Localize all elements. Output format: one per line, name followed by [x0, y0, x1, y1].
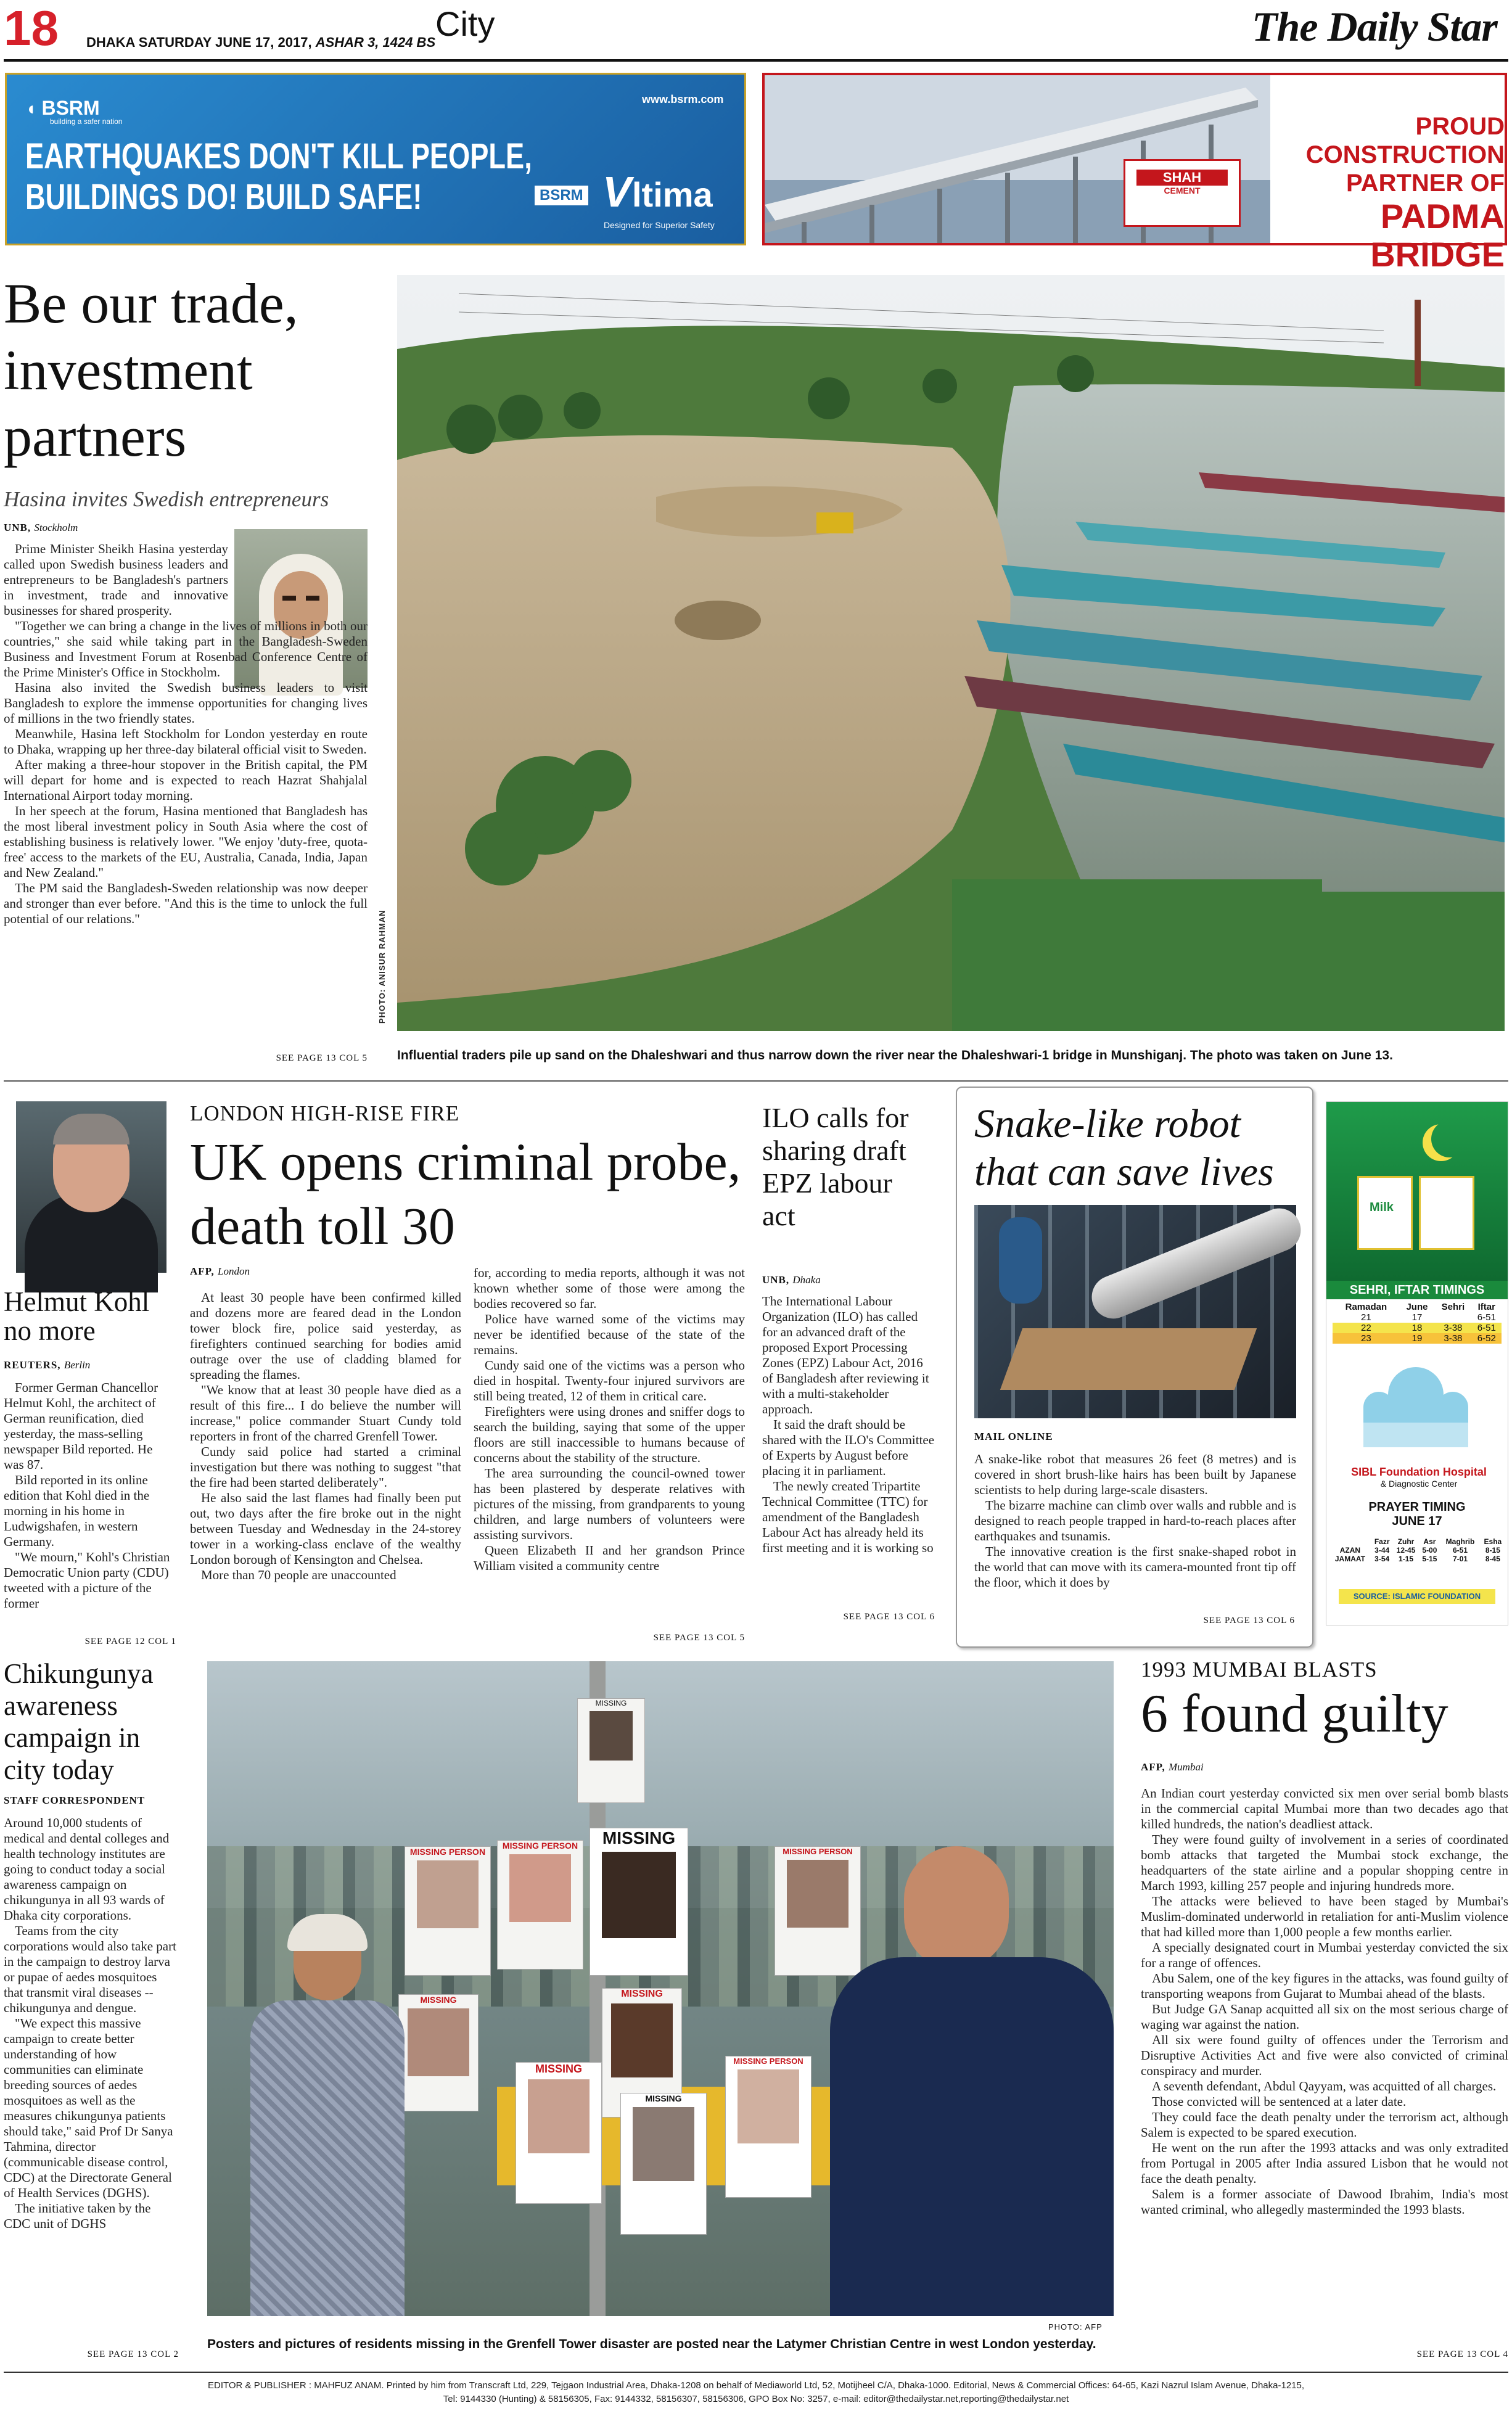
paragraph: Around 10,000 students of medical and dental colleges and health technology institutes are going to conduct today a social awareness campaign on chikungunya in all 93 wards of Dhaka city corporations. — [4, 1815, 170, 1923]
hospital-name: SIBL Foundation Hospital & Diagnostic Center — [1351, 1466, 1487, 1489]
poster: MISSING — [398, 1994, 479, 2111]
photo-kohl — [16, 1101, 166, 1273]
prayer-title: PRAYER TIMING JUNE 17 — [1368, 1500, 1466, 1528]
paragraph: Queen Elizabeth II and her grandson Prince William visited a community centre — [474, 1543, 745, 1573]
paragraph: They could face the death penalty under the terrorism act, although Salem is expected to be spared execution. — [1141, 2110, 1508, 2140]
paragraph: Firefighters were using drones and sniffer dogs to search the building, saying that some of the upper floors are still inaccessible to humans because of concerns about the stability of the structure. — [474, 1404, 745, 1465]
poster: MISSING — [620, 2093, 707, 2235]
story-mumbai — [1141, 1658, 1508, 2367]
byline: UNB, Dhaka — [762, 1274, 821, 1286]
paragraph: He also said the last flames had finally been put out, two days after the fire broke out in the night between Tuesday and Wednesday in the 24-storey tower in a working-class enclave of the wealthy London borough of Kensington and Chelsea. — [190, 1490, 461, 1567]
footer — [4, 2379, 1508, 2406]
person-left — [244, 1920, 411, 2316]
bsrm-ad[interactable] — [5, 73, 746, 245]
bsrm-product: BSRM V ltima Designed for Superior Safety — [525, 167, 728, 235]
timings-title: SEHRI, IFTAR TIMINGS — [1326, 1281, 1508, 1299]
byline: MAIL ONLINE — [974, 1431, 1053, 1442]
see-page-link[interactable]: SEE PAGE 13 COL 6 — [1203, 1616, 1295, 1625]
paragraph: An Indian court yesterday convicted six men over serial bomb blasts in the commercial capital Mumbai more than two decades ago that killed hundreds, the nation's deadliest attack. — [1141, 1786, 1508, 1831]
paragraph: A seventh defendant, Abdul Qayyam, was acquitted of all charges. — [1152, 2079, 1497, 2093]
paragraph: Salem is a former associate of Dawood Ibrahim, India's most wanted criminal, who allegedly masterminded the 1993 blasts. — [1141, 2187, 1508, 2217]
paper-logo: The Daily Star — [1252, 3, 1497, 50]
headline: UK opens criminal probe, death toll 30 — [190, 1132, 741, 1255]
paragraph: Police have warned some of the victims may never be identified because of the state of the remains. — [474, 1312, 745, 1357]
ad-source: SOURCE: ISLAMIC FOUNDATION — [1339, 1589, 1495, 1604]
ad-top-banner — [1326, 1102, 1508, 1281]
paragraph: Cundy said police had started a criminal investigation but there was nothing to suggest "that the fire had been started deliberately". — [190, 1444, 461, 1490]
shah-cement-ad[interactable] — [762, 73, 1507, 274]
paragraph: The attacks were believed to have been staged by Mumbai's Muslim-dominated underworld in retaliation for anti-Muslim violence that had killed more than 1,000 people a few months earlier. — [1141, 1894, 1508, 1939]
see-page-link[interactable]: SEE PAGE 13 COL 6 — [843, 1612, 935, 1622]
footer-line-2: Tel: 9144330 (Hunting) & 58156305, Fax: 9144332, 58156307, 58156306, GPO Box No: 3257, e-mail: editor@thedailystar.net,reporting@thedailystar.net — [443, 2394, 1069, 2404]
byline: REUTERS, Berlin — [4, 1359, 91, 1371]
paragraph: Hasina also invited the Swedish business leaders to visit Bangladesh to explore the immense opportunities for changing lives of millions in the two friendly states. — [4, 680, 368, 726]
story-body — [4, 1380, 174, 1611]
poster: MISSING PERSON — [497, 1840, 583, 1970]
photo-credit: PHOTO: ANISUR RAHMAN — [377, 910, 387, 1024]
see-page-link[interactable]: SEE PAGE 13 COL 5 — [276, 1053, 368, 1063]
paragraph: Those convicted will be sentenced at a later date. — [1152, 2094, 1407, 2109]
page-number: 18 — [4, 1, 59, 55]
masthead-rule — [4, 59, 1508, 62]
headline: Be our trade, investment partners — [4, 272, 298, 468]
poster: MISSING PERSON — [405, 1846, 491, 1976]
story-hasina — [4, 270, 368, 1066]
story-body — [1141, 1786, 1508, 2217]
masthead — [0, 0, 1512, 62]
section-name: City — [435, 4, 495, 43]
river-photo-illustration — [397, 275, 1505, 1031]
story-ilo — [762, 1101, 935, 1632]
paragraph: The PM said the Bangladesh-Sweden relationship was now deeper and stronger than ever before. "And this is the time to unlock the full potential of our relations." — [4, 881, 368, 926]
paragraph: Teams from the city corporations would also take part in the campaign to destroy larva or pupae of aedes mosquitoes that transmit viral diseases -- chikungunya and dengue. — [4, 1923, 176, 2015]
paragraph: At least 30 people have been confirmed killed and dozens more are feared dead in the London tower block fire, police said yesterday, as firefighters continued searching for bodies amid outrage over the use of cladding blamed for spreading the flames. — [190, 1290, 461, 1382]
prayer-table: Fazr Zuhr Asr Maghrib Esha AZAN 3-44 12-45 5-00 6-51 8-15 JAMAAT 3-54 1-15 5-15 7-01 8-45 — [1334, 1537, 1502, 1563]
paragraph: They were found guilty of involvement in a series of coordinated bomb attacks that targeted the Mumbai stock exchange, the headquarters of the state airline and a popular shopping centre in March 1993, killing 257 people and injuring hundreds more. — [1141, 1832, 1508, 1893]
story-kohl — [4, 1101, 176, 1656]
photo-missing-posters — [207, 1661, 1114, 2316]
poster: MISSING — [602, 1988, 682, 2118]
story-body — [974, 1452, 1296, 1590]
section-rule — [4, 1080, 1508, 1082]
paragraph: "We know that at least 30 people have died as a result of this fire... I do believe the number will increase," police commander Stuart Cundy told reporters in front of the charred Grenfell Tower. — [190, 1383, 461, 1444]
milk-brand: Milk — [1370, 1201, 1394, 1214]
see-page-link[interactable]: SEE PAGE 13 COL 4 — [1416, 2349, 1508, 2359]
photo-caption: Posters and pictures of residents missing in the Grenfell Tower disaster are posted near the Latymer Christian Centre in west London yesterday. — [207, 2337, 1096, 2351]
person-right — [830, 1846, 1114, 2316]
footer-rule — [4, 2372, 1508, 2373]
paragraph: He went on the run after the 1993 attacks and was only extradited from Portugal in 2005 after India assured Lisbon that he would not face the death penalty. — [1141, 2140, 1508, 2186]
see-page-link[interactable]: SEE PAGE 12 COL 1 — [84, 1637, 176, 1646]
shah-ad-text: PROUD CONSTRUCTION PARTNER OF PADMA BRIDGE — [1305, 113, 1505, 274]
paragraph: The bizarre machine can climb over walls and rubble and is designed to reach people trapped in hard-to-reach places after earthquakes and tsunamis. — [974, 1498, 1296, 1543]
story-body-col2 — [474, 1265, 745, 1574]
mosque-icon — [1363, 1361, 1468, 1453]
paragraph: The area surrounding the council-owned tower has been plastered by desperate relatives with pictures of the missing, from grandparents to young children, and large numbers of volunteers were assisting survivors. — [474, 1466, 745, 1542]
byline: AFP, Mumbai — [1141, 1761, 1204, 1773]
photo-credit: PHOTO: AFP — [1048, 2322, 1103, 2332]
paragraph: More than 70 people are unaccounted — [201, 1568, 396, 1582]
story-body — [4, 541, 368, 927]
bsrm-headline: EARTHQUAKES DON'T KILL PEOPLE, BUILDINGS DO! BUILD SAFE! — [25, 136, 532, 217]
see-page-link[interactable]: SEE PAGE 13 COL 2 — [87, 2349, 179, 2359]
byline: UNB, Stockholm — [4, 522, 78, 533]
paragraph: "Together we can bring a change in the lives of millions in both our countries," she said while taking part in the Bangladesh-Sweden Business and Investment Forum at Rosenbad Conference Centre of the Prime Minister's Office in Stockholm. — [4, 618, 368, 680]
story-london-fire — [190, 1101, 745, 1656]
paragraph: Former German Chancellor Helmut Kohl, the architect of German reunification, died yesterday, the mass-selling newspaper Bild reported. He was 87. — [4, 1380, 158, 1472]
paragraph: But Judge GA Sanap acquitted all six on the most serious charge of waging war against the nation. — [1141, 2002, 1508, 2032]
story-body — [762, 1294, 935, 1556]
paragraph: A snake-like robot that measures 26 feet (8 metres) and is covered in short brush-like hairs has been built by Japanese scientists to help during large-scale disasters. — [974, 1452, 1296, 1497]
photo-robot — [974, 1205, 1296, 1418]
paragraph: It said the draft should be shared with the ILO's Committee of Experts by August before placing it in parliament. — [762, 1417, 935, 1478]
byline: STAFF CORRESPONDENT — [4, 1794, 146, 1806]
paragraph: The innovative creation is the first snake-shaped robot in the world that can move with its camera-mounted front tip off the floor, which it does by — [974, 1544, 1296, 1590]
sibl-ad[interactable] — [1326, 1101, 1508, 1625]
paragraph: for, according to media reports, although it was not known whether some of those were among the bodies recovered so far. — [474, 1265, 745, 1311]
paragraph: Abu Salem, one of the key figures in the attacks, was found guilty of transporting weapons from Gujarat to Mumbai ahead of the blasts. — [1141, 1971, 1508, 2001]
bsrm-url: www.bsrm.com — [642, 93, 724, 105]
photo-river-sand — [397, 275, 1505, 1031]
paragraph: The newly created Tripartite Technical Committee (TTC) for amendment of the Bangladesh Labour Act has already held its first meeting and it is working so — [762, 1479, 934, 1555]
paragraph: "We expect this massive campaign to create better understanding of how communities can eliminate breeding sources of aedes mosquitoes as well as the measures chikungunya patients should take," said Prof Dr Sanya Tahmina, director (communicable disease control, CDC) at the Directorate General of Health Services (DGHS). — [4, 2016, 173, 2200]
poster: MISSING PERSON — [725, 2056, 811, 2198]
paragraph: The initiative taken by the CDC unit of DGHS — [4, 2201, 151, 2231]
story-robot — [956, 1087, 1313, 1648]
poster: MISSING — [577, 1698, 645, 1803]
headline: Chikungunya awareness campaign in city today — [4, 1658, 154, 1785]
headline: 6 found guilty — [1141, 1684, 1448, 1744]
paragraph: Meanwhile, Hasina left Stockholm for London yesterday en route to Dhaka, wrapping up her three-day bilateral official visit to Sweden. — [4, 726, 368, 757]
poster: MISSING — [590, 1828, 688, 1976]
kicker: LONDON HIGH-RISE FIRE — [190, 1101, 460, 1125]
bsrm-logo: ◖ BSRM building a safer nation — [25, 97, 123, 126]
see-page-link[interactable]: SEE PAGE 13 COL 5 — [653, 1633, 745, 1643]
kicker: 1993 MUMBAI BLASTS — [1141, 1658, 1378, 1682]
paragraph: "We mourn," Kohl's Christian Democratic Union party (CDU) tweeted with a picture of the former — [4, 1550, 170, 1611]
headline: Snake-like robot that can save lives — [974, 1101, 1274, 1194]
story-body-col1 — [190, 1290, 461, 1583]
paragraph: All six were found guilty of offences under the Terrorism and Disruptive Activities Act and five were also convicted of criminal conspiracy and murder. — [1141, 2032, 1508, 2078]
byline: AFP, London — [190, 1265, 250, 1277]
shah-cement-logo: SHAH CEMENT — [1124, 159, 1241, 227]
paragraph: Prime Minister Sheikh Hasina yesterday called upon Swedish business leaders and entrepreneurs to be Bangladesh's partners in investment, trade and innovative businesses for shared prosperity. — [4, 541, 228, 618]
paragraph: In her speech at the forum, Hasina mentioned that Bangladesh has the most liberal investment policy in South Asia where the cost of establishing business is relatively lower. "We enjoy 'duty-free, quota-free' access to the markets of the EU, Australia, Canada, India, Japan and New Zealand." — [4, 803, 368, 880]
photo-caption: Influential traders pile up sand on the Dhaleshwari and thus narrow down the river near the Dhaleshwari-1 bridge in Munshiganj. The photo was taken on June 13. — [397, 1048, 1393, 1062]
story-body — [4, 1815, 176, 2232]
paragraph: Cundy said one of the victims was a person who died in hospital. Twenty-four injured survivors are still being treated, 12 of them in critical care. — [474, 1358, 745, 1403]
paragraph: Bild reported in its online edition that Kohl died in the morning in his home in Ludwigshafen, in western Germany. — [4, 1473, 150, 1549]
paragraph: A specially designated court in Mumbai yesterday convicted the six for a range of offences. — [1141, 1940, 1508, 1970]
subhead: Hasina invites Swedish entrepreneurs — [4, 487, 329, 511]
dateline: DHAKA SATURDAY JUNE 17, 2017, ASHAR 3, 1424 BS — [86, 35, 436, 50]
paragraph: After making a three-hour stopover in the British capital, the PM will depart for home and is expected to reach Hazrat Shahjalal International Airport today morning. — [4, 757, 368, 803]
headline: ILO calls for sharing draft EPZ labour act — [762, 1102, 909, 1231]
poster: MISSING — [516, 2062, 602, 2204]
headline: Helmut Kohl no more — [4, 1286, 150, 1347]
paragraph: The International Labour Organization (ILO) has called for an advanced draft of the proposed Export Processing Zones (EPZ) Labour Act, 2016 of Bangladesh after reviewing it with a multi-stakeholder approach. — [762, 1294, 929, 1416]
story-chikungunya — [4, 1658, 183, 2367]
iftar-table: Ramadan June Sehri Iftar 21 17 6-51 22 18 3-38 6-51 23 19 3-38 6-52 — [1333, 1302, 1502, 1344]
footer-line-1: EDITOR & PUBLISHER : MAHFUZ ANAM. Printed by him from Transcraft Ltd, 229, Tejgaon Industrial Area, Dhaka-1208 on behalf of Mediaworld Ltd, 52, Motijheel C/A, Dhaka-1000. Editorial, News & Commercial Offices: 64-65, Kazi Nazrul Islam Avenue, Dhaka-1215, — [207, 2380, 1305, 2391]
poster: MISSING PERSON — [774, 1846, 861, 1976]
